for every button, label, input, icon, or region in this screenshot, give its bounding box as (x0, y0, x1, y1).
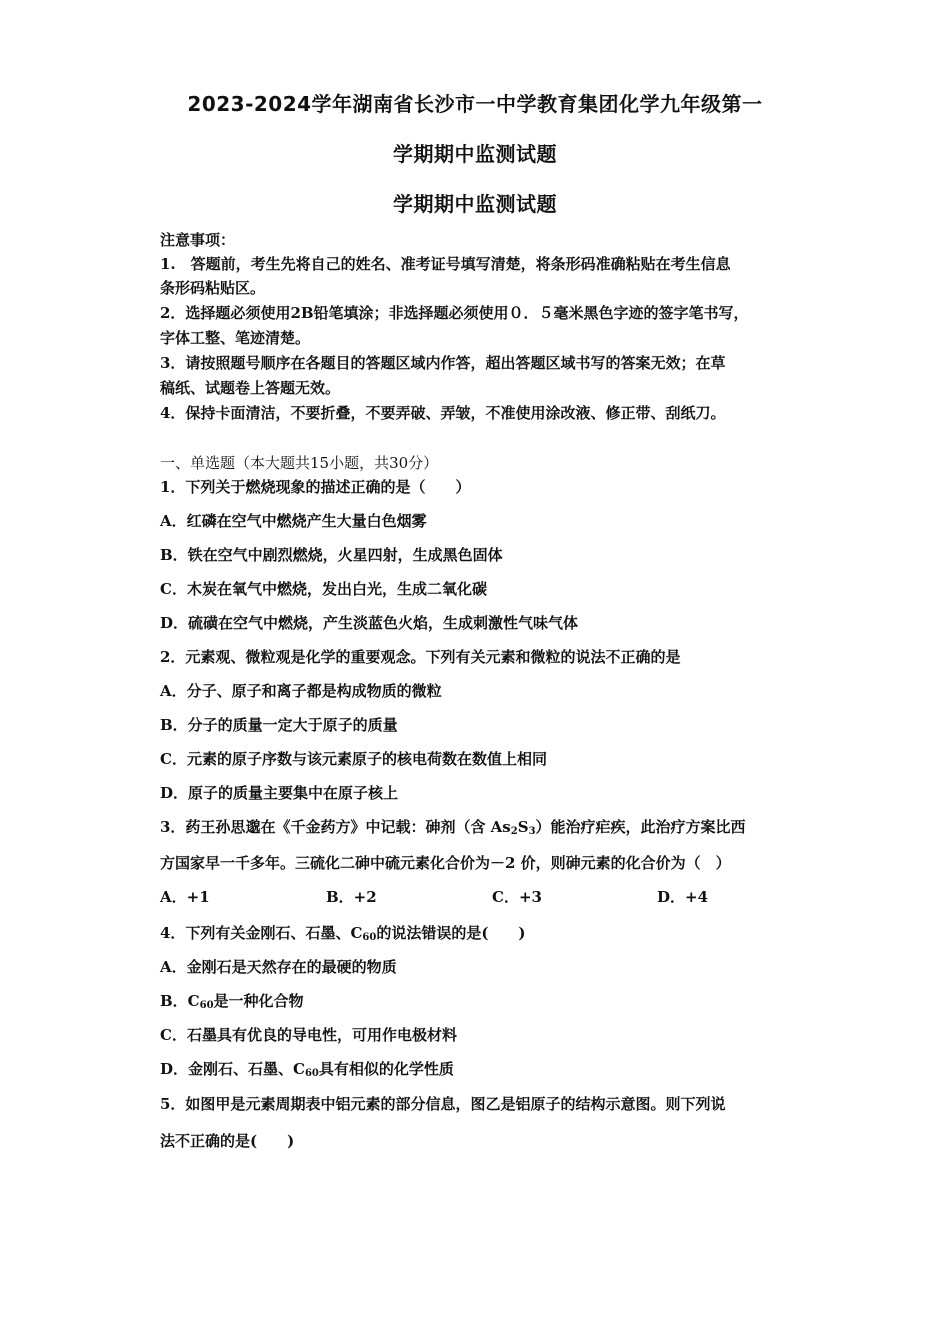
q4-b-pre: B．C (160, 992, 200, 1010)
q4-d-post: 具有相似的化学性质 (318, 1060, 454, 1078)
q2-stem: 2．元素观、微粒观是化学的重要观念。下列有关元素和微粒的说法不正确的是 (160, 648, 681, 666)
q1-option-b: B．铁在空气中剧烈燃烧，火星四射，生成黑色固体 (160, 546, 503, 564)
q2-option-c: C．元素的原子序数与该元素原子的核电荷数在数值上相同 (160, 750, 547, 768)
q4-option-d (160, 1058, 454, 1079)
q5-stem-line2: 法不正确的是( ) (160, 1132, 295, 1150)
q3-sub-2: 2 (510, 826, 518, 837)
q1-option-c: C．木炭在氧气中燃烧，发出白光，生成二氧化碳 (160, 580, 487, 598)
notice-item-4: 4．保持卡面清洁，不要折叠，不要弄破、弄皱，不准使用涂改液、修正带、刮纸刀。 (160, 404, 726, 422)
page-title-line1: 2023-2024学年湖南省长沙市一中学教育集团化学九年级第一 (187, 92, 763, 116)
q1-option-a: A．红磷在空气中燃烧产生大量白色烟雾 (160, 512, 427, 530)
q2-option-a: A．分子、原子和离子都是构成物质的微粒 (160, 682, 442, 700)
notice-item-3a: 3．请按照题号顺序在各题目的答题区域内作答，超出答题区域书写的答案无效；在草 (160, 354, 726, 372)
q4-stem-post: 的说法错误的是( ) (376, 924, 526, 942)
notice-item-3b: 稿纸、试题卷上答题无效。 (160, 379, 341, 397)
q4-d-sub: 60 (304, 1068, 319, 1079)
page-title-line3: 学期期中监测试题 (393, 192, 557, 216)
q2-option-b: B．分子的质量一定大于原子的质量 (160, 716, 398, 734)
q3-option-c: C．+3 (492, 888, 542, 906)
q4-b-post: 是一种化合物 (213, 992, 304, 1010)
q3-option-b: B．+2 (326, 888, 377, 906)
q3-option-d: D．+4 (657, 888, 709, 906)
page-title-line2: 学期期中监测试题 (393, 142, 557, 166)
q3-stem-line1 (160, 816, 746, 837)
q4-stem (160, 922, 526, 943)
notice-heading: 注意事项： (160, 231, 236, 249)
q4-option-a: A．金刚石是天然存在的最硬的物质 (160, 958, 397, 976)
q3-stem-pre: 3．药王孙思邈在《千金药方》中记载：砷剂（含 As (160, 818, 511, 836)
notice-item-2b: 字体工整、笔迹清楚。 (160, 329, 311, 347)
q5-stem-line1: 5．如图甲是元素周期表中铝元素的部分信息，图乙是铝原子的结构示意图。则下列说 (160, 1095, 726, 1113)
q4-stem-pre: 4．下列有关金刚石、石墨、C (160, 924, 363, 942)
q1-option-d: D．硫磺在空气中燃烧，产生淡蓝色火焰，生成刺激性气味气体 (160, 614, 579, 632)
q3-stem-mid: S (517, 818, 529, 836)
q3-sub-3: 3 (528, 826, 536, 837)
q3-stem-line2: 方国家早一千多年。三硫化二砷中硫元素化合价为－2 价，则砷元素的化合价为（ ） (160, 854, 731, 872)
q2-option-d: D．原子的质量主要集中在原子核上 (160, 784, 399, 802)
q4-stem-sub: 60 (362, 932, 377, 943)
section-heading: 一、单选题（本大题共15小题，共30分） (160, 454, 439, 472)
q4-option-c: C．石墨具有优良的导电性，可用作电极材料 (160, 1026, 457, 1044)
q3-option-a: A．+1 (160, 888, 210, 906)
notice-item-2a: 2．选择题必须使用2B铅笔填涂；非选择题必须使用０．５毫米黑色字迹的签字笔书写， (160, 304, 749, 322)
q1-stem: 1．下列关于燃烧现象的描述正确的是（ ） (160, 478, 471, 496)
q4-b-sub: 60 (199, 1000, 214, 1011)
q4-d-pre: D．金刚石、石墨、C (160, 1060, 305, 1078)
notice-item-1a: 1. 答题前，考生先将自己的姓名、准考证号填写清楚，将条形码准确粘贴在考生信息 (160, 255, 731, 273)
q4-option-b (160, 990, 304, 1011)
q3-stem-post: ）能治疗疟疾，此治疗方案比西 (535, 818, 746, 836)
notice-item-1b: 条形码粘贴区。 (160, 279, 266, 297)
